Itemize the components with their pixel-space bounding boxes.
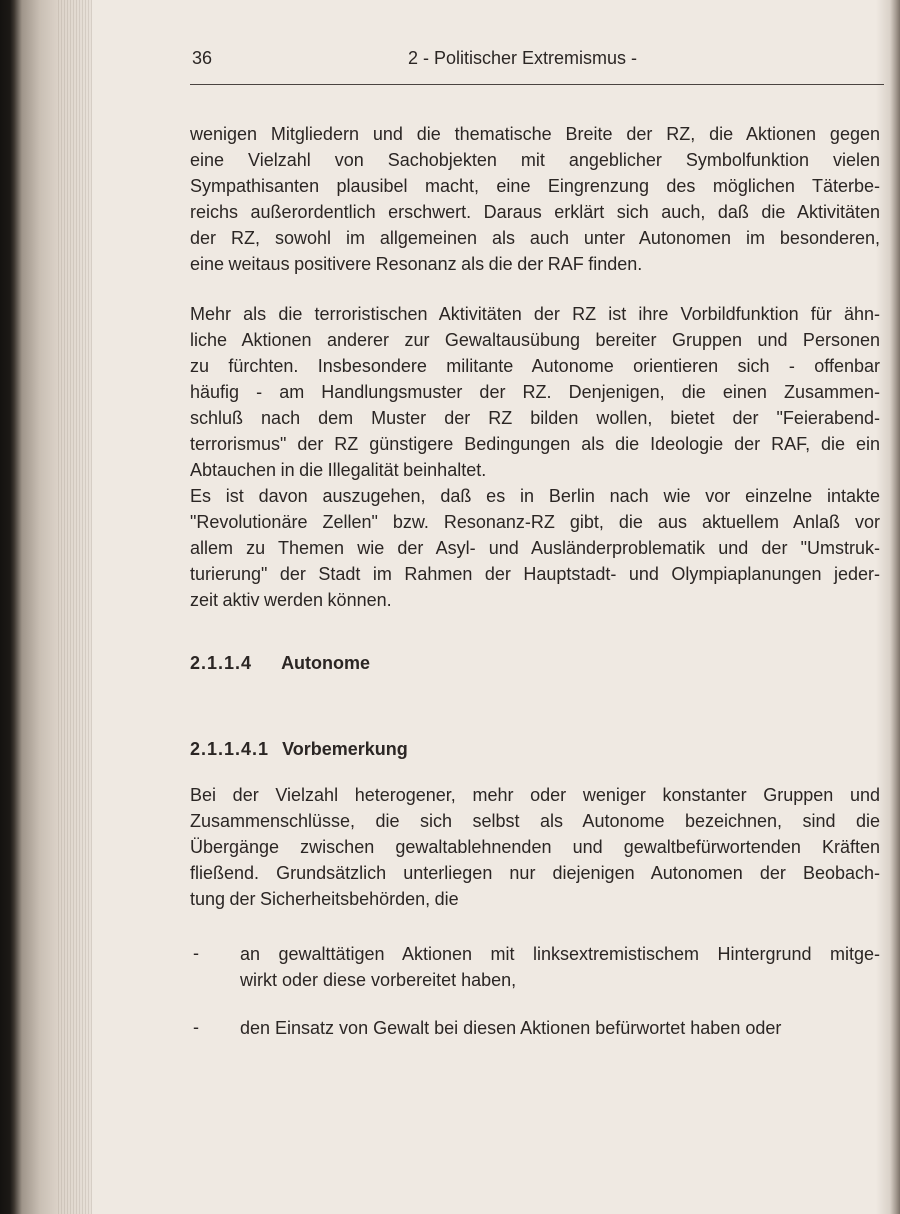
subsection-heading-vorbemerkung xyxy=(190,739,408,760)
text-line: Es ist davon auszugehen, daß es in Berlin nach wie vor einzelne intakte xyxy=(190,486,880,506)
text-line: Abtauchen in die Illegalität beinhaltet. xyxy=(190,460,487,480)
section-number: 2.1.1.4.1 xyxy=(190,739,270,759)
bullet-dash: - xyxy=(193,1017,199,1037)
page-edge-stack xyxy=(58,0,92,1214)
text-line: Mehr als die terroristischen Aktivitäten der RZ ist ihre Vorbildfunktion für ähn- xyxy=(190,304,880,324)
section-heading-autonome xyxy=(190,653,370,674)
text-line: der RZ, sowohl im allgemeinen als auch unter Autonomen im besonderen, xyxy=(190,228,880,248)
section-title: Autonome xyxy=(281,653,371,673)
text-line: zu fürchten. Insbesondere militante Autonome orientieren sich - offenbar xyxy=(190,356,880,376)
text-line: eine Vielzahl von Sachobjekten mit angeblicher Symbolfunktion vielen xyxy=(190,150,880,170)
list-item-line: den Einsatz von Gewalt bei diesen Aktionen befürwortet haben oder xyxy=(240,1018,782,1038)
text-line: liche Aktionen anderer zur Gewaltausübung bereiter Gruppen und Personen xyxy=(190,330,880,350)
text-line: häufig - am Handlungsmuster der RZ. Denjenigen, die einen Zusammen- xyxy=(190,382,880,402)
text-line: zeit aktiv werden können. xyxy=(190,590,392,610)
text-line: Zusammenschlüsse, die sich selbst als Autonome bezeichnen, sind die xyxy=(190,811,880,831)
list-item-line: wirkt oder diese vorbereitet haben, xyxy=(240,970,517,990)
text-line: reichs außerordentlich erschwert. Daraus erklärt sich auch, daß die Aktivitäten xyxy=(190,202,880,222)
text-line: eine weitaus positivere Resonanz als die der RAF finden. xyxy=(190,254,643,274)
text-line: turierung" der Stadt im Rahmen der Hauptstadt- und Olympiaplanungen jeder- xyxy=(190,564,880,584)
text-line: wenigen Mitgliedern und die thematische Breite der RZ, die Aktionen gegen xyxy=(190,124,880,144)
text-line: allem zu Themen wie der Asyl- und Ausländerproblematik und der "Umstruk- xyxy=(190,538,880,558)
text-line: tung der Sicherheitsbehörden, die xyxy=(190,889,459,909)
text-line: Bei der Vielzahl heterogener, mehr oder weniger konstanter Gruppen und xyxy=(190,785,880,805)
running-title: 2 - Politischer Extremismus - xyxy=(408,48,638,68)
text-line: terrorismus" der RZ günstigere Bedingungen als die Ideologie der RAF, die ein xyxy=(190,434,880,454)
text-line: Sympathisanten plausibel macht, eine Eingrenzung des möglichen Täterbe- xyxy=(190,176,880,196)
section-title: Vorbemerkung xyxy=(282,739,408,759)
section-number: 2.1.1.4 xyxy=(190,653,253,673)
text-line: Übergänge zwischen gewaltablehnenden und gewaltbefürwortenden Kräften xyxy=(190,837,880,857)
text-line: fließend. Grundsätzlich unterliegen nur diejenigen Autonomen der Beobach- xyxy=(190,863,880,883)
bullet-dash: - xyxy=(193,943,199,963)
list-item-line: an gewalttätigen Aktionen mit linksextremistischem Hintergrund mitge- xyxy=(240,944,880,964)
header-rule xyxy=(190,84,884,85)
text-line: "Revolutionäre Zellen" bzw. Resonanz-RZ gibt, die aus aktuellem Anlaß vor xyxy=(190,512,880,532)
page-number: 36 xyxy=(192,48,213,68)
text-line: schluß nach dem Muster der RZ bilden wollen, bietet der "Feierabend- xyxy=(190,408,880,428)
running-header xyxy=(192,48,884,76)
